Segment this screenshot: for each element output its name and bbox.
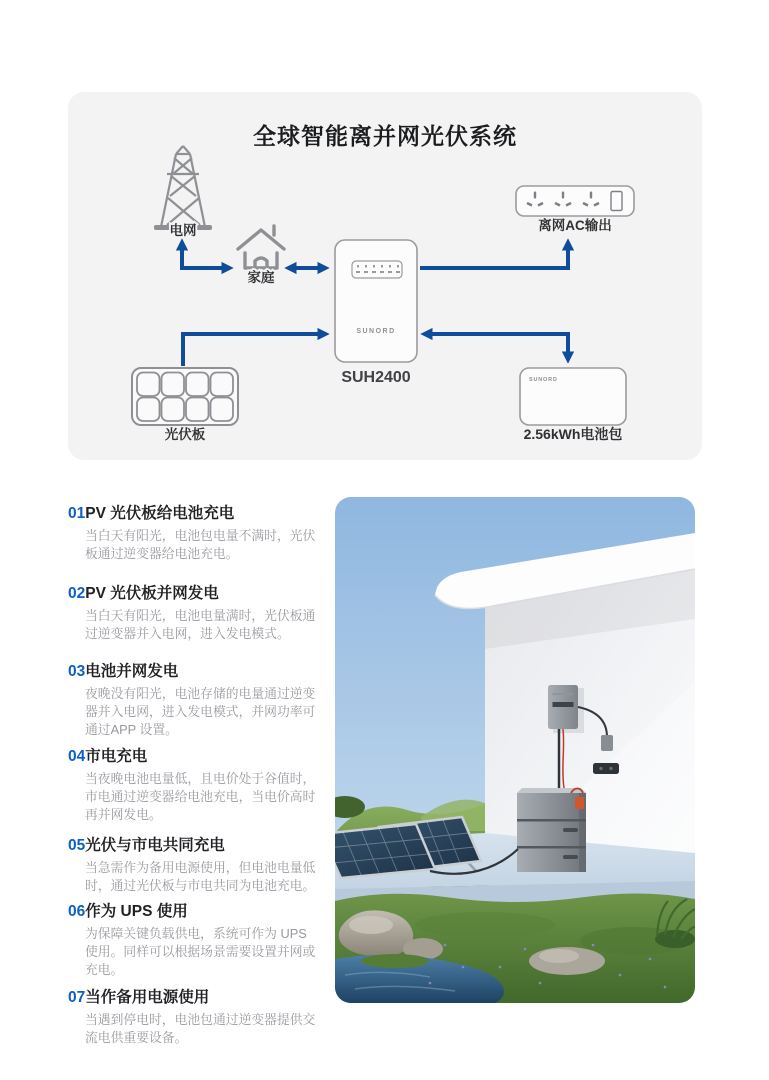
battery-label: 2.56kWh电池包 (523, 426, 623, 442)
feature-number: 02 (68, 585, 86, 602)
feature-title: 电池并网发电 (85, 663, 179, 680)
feature-body: 夜晚没有阳光，电池存储的电量通过逆变器并入电网，进入发电模式，并网功率可通过APP 设置。 (85, 686, 316, 737)
feature-number: 05 (68, 837, 86, 854)
feature-title: 当作备用电源使用 (85, 989, 210, 1006)
feature-title: 市电充电 (85, 748, 148, 765)
feature-number: 01 (68, 505, 86, 522)
feature-item (68, 835, 328, 895)
inverter-model-label: SUH2400 (341, 369, 411, 386)
feature-item (68, 746, 328, 824)
feature-heading (68, 835, 328, 856)
feature-number: 04 (68, 748, 86, 765)
feature-number: 03 (68, 663, 86, 680)
feature-title: 作为 UPS 使用 (85, 903, 188, 920)
feature-heading (68, 987, 328, 1008)
feature-number: 07 (68, 989, 86, 1006)
feature-item (68, 503, 328, 563)
grid-label: 电网 (169, 223, 197, 238)
diagram-title: 全球智能离并网光伏系统 (253, 123, 517, 149)
feature-list (68, 503, 328, 1047)
feature-item (68, 901, 328, 979)
ac-outlet-strip-icon (516, 186, 634, 216)
inverter-brand: SUNORD (356, 328, 396, 335)
battery-brand: SUNORD (529, 377, 558, 383)
feature-item (68, 583, 328, 643)
feature-heading (68, 661, 328, 682)
wall-plug (601, 735, 613, 751)
feature-item (68, 987, 328, 1047)
feature-heading (68, 503, 328, 524)
feature-title: PV 光伏板给电池充电 (85, 505, 235, 522)
feature-body: 当夜晚电池电量低，且电价处于谷值时，市电通过逆变器给电池充电，当电价高时再并网发电。 (85, 771, 316, 822)
pv-panel-icon (132, 368, 238, 425)
feature-title: 光伏与市电共同充电 (85, 837, 225, 854)
battery-pack-icon (520, 368, 626, 425)
battery-stack (517, 788, 586, 872)
arrow-inverter-battery (424, 334, 568, 360)
arrow-grid-home (182, 242, 230, 268)
feature-body: 当白天有阳光，电池包电量不满时，光伏板通过逆变器给电池充电。 (85, 528, 316, 561)
home-label: 家庭 (247, 270, 275, 285)
feature-heading (68, 901, 328, 922)
home-icon (238, 226, 284, 268)
feature-heading (68, 583, 328, 604)
feature-body: 当白天有阳光，电池电量满时，光伏板通过逆变器并入电网，进入发电模式。 (85, 608, 316, 641)
feature-item (68, 661, 328, 739)
feature-number: 06 (68, 903, 86, 920)
feature-body: 当遇到停电时，电池包通过逆变器提供交流电供重要设备。 (85, 1012, 316, 1045)
inverter-icon (335, 240, 417, 362)
inverter-red-wire (563, 729, 564, 788)
arrow-pv-inverter (183, 334, 326, 366)
system-diagram-panel (68, 92, 702, 460)
product-photo (335, 497, 695, 1003)
arrow-inverter-acout (420, 242, 568, 268)
system-diagram (68, 92, 702, 460)
feature-body: 为保障关键负载供电，系统可作为 UPS 使用。同样可以根据场景需要设置并网或充电。 (85, 926, 316, 977)
ac-output-label: 离网AC输出 (538, 218, 612, 233)
outdoor-scene-illustration (335, 497, 695, 1003)
power-strip (593, 763, 619, 774)
pv-label: 光伏板 (164, 427, 206, 442)
grid-tower-icon (154, 146, 212, 230)
feature-heading (68, 746, 328, 767)
feature-body: 当急需作为备用电源使用，但电池电量低时，通过光伏板与市电共同为电池充电。 (85, 860, 316, 893)
feature-title: PV 光伏板并网发电 (85, 585, 219, 602)
